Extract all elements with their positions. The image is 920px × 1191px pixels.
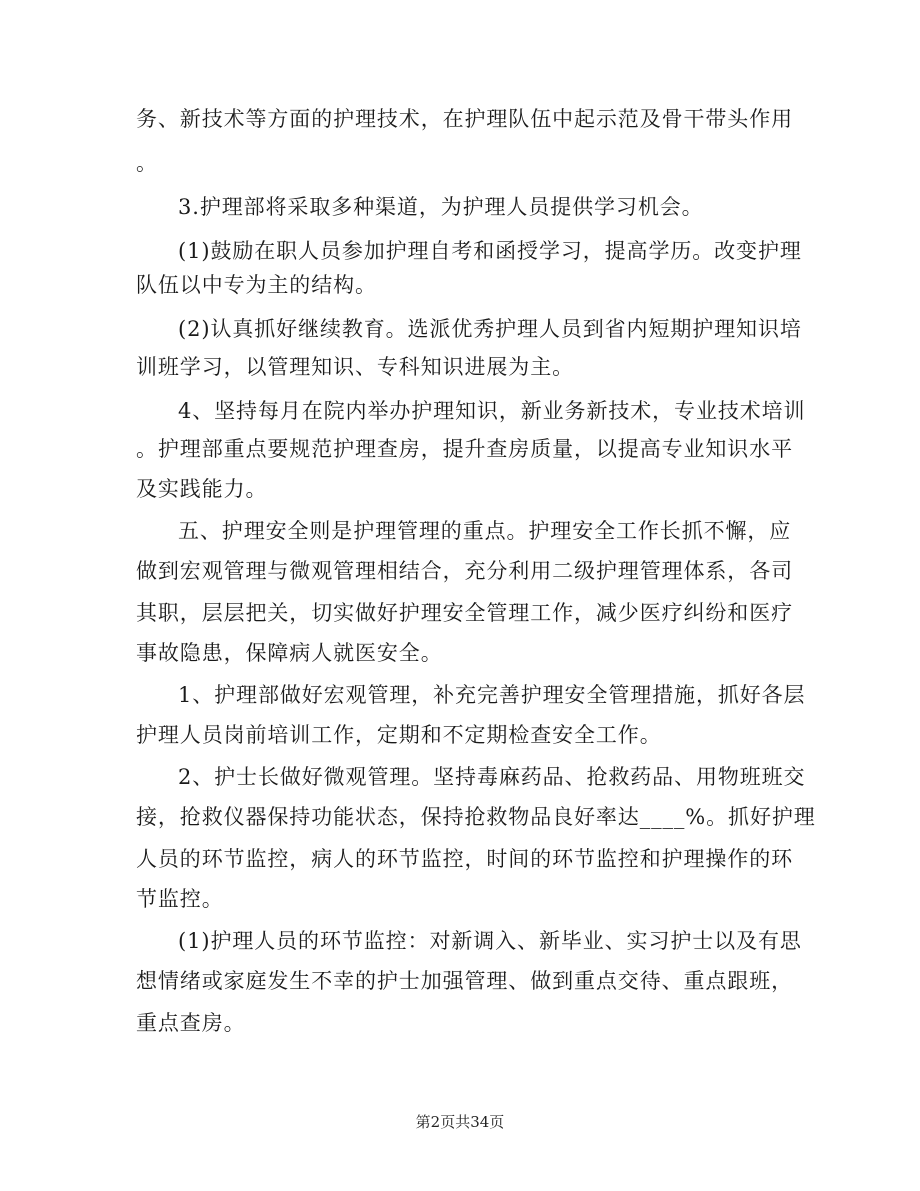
text-line: 重点查房。 xyxy=(136,1011,246,1035)
page-number: 第2页共34页 xyxy=(415,1113,505,1131)
text-line: 3.护理部将采取多种渠道，为护理人员提供学习机会。 xyxy=(178,195,704,219)
text-line: 2、护士长做好微观管理。坚持毒麻药品、抢救药品、用物班班交 xyxy=(178,765,806,789)
text-line: 其职，层层把关，切实做好护理安全管理工作，减少医疗纠纷和医疗 xyxy=(136,601,793,625)
text-line: 队伍以中专为主的结构。 xyxy=(136,273,377,297)
text-line: 4、坚持每月在院内举办护理知识，新业务新技术，专业技术培训 xyxy=(178,399,806,423)
text-line: 五、护理安全则是护理管理的重点。护理安全工作长抓不懈，应 xyxy=(178,519,792,543)
text-line: (2)认真抓好继续教育。选派优秀护理人员到省内短期护理知识培 xyxy=(178,317,802,341)
text-line: 人员的环节监控，病人的环节监控，时间的环节监控和护理操作的环 xyxy=(136,847,793,871)
text-line: (1)护理人员的环节监控：对新调入、新毕业、实习护士以及有思 xyxy=(178,929,802,953)
text-line: 事故隐患，保障病人就医安全。 xyxy=(136,641,443,665)
text-line: 。 xyxy=(136,151,158,175)
text-line: 节监控。 xyxy=(136,887,224,911)
text-line: (1)鼓励在职人员参加护理自考和函授学习，提高学历。改变护理 xyxy=(178,239,802,263)
text-line: 护理人员岗前培训工作，定期和不定期检查安全工作。 xyxy=(136,723,662,747)
text-line: 。护理部重点要规范护理查房，提升查房质量，以提高专业知识水平 xyxy=(136,437,793,461)
text-line: 及实践能力。 xyxy=(136,477,268,501)
text-line: 接，抢救仪器保持功能状态，保持抢救物品良好率达____%。抓好护理 xyxy=(136,805,816,829)
text-line: 做到宏观管理与微观管理相结合，充分利用二级护理管理体系，各司 xyxy=(136,559,793,583)
text-line: 训班学习，以管理知识、专科知识进展为主。 xyxy=(136,355,574,379)
text-line: 想情绪或家庭发生不幸的护士加强管理、做到重点交待、重点跟班， xyxy=(136,969,793,993)
text-line: 务、新技术等方面的护理技术，在护理队伍中起示范及骨干带头作用 xyxy=(136,107,793,131)
text-line: 1、护理部做好宏观管理，补充完善护理安全管理措施，抓好各层 xyxy=(178,683,806,707)
